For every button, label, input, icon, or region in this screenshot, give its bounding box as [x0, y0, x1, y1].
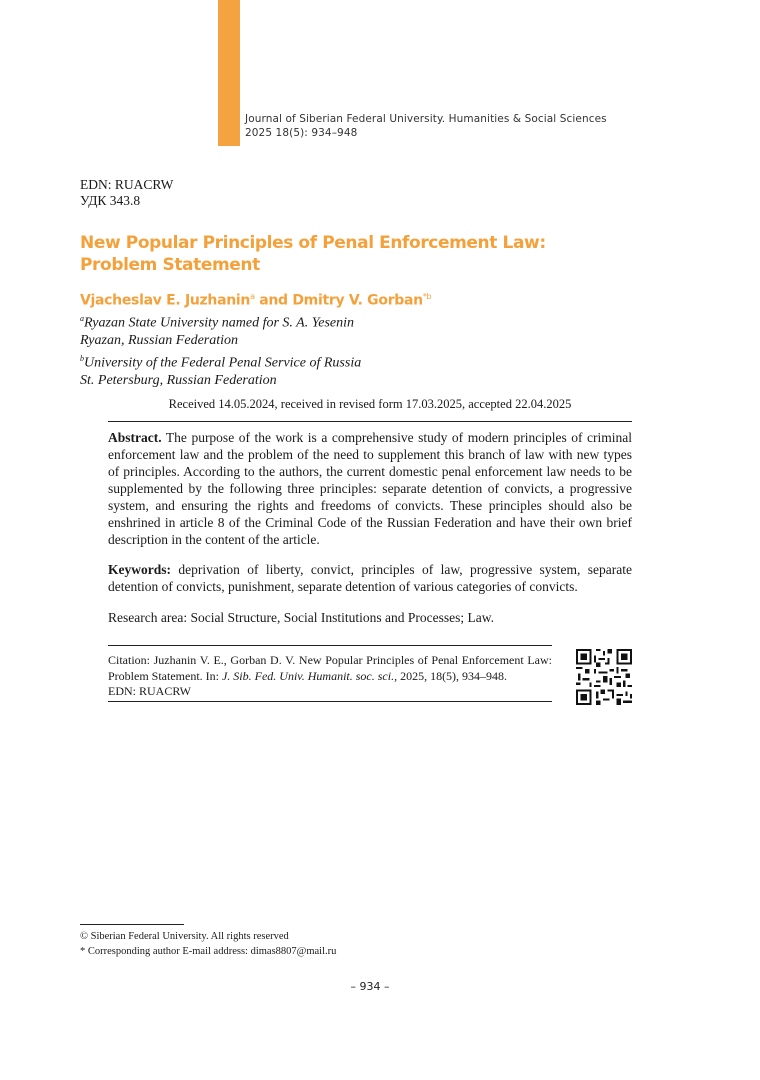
corresponding-author-note: * Corresponding author E-mail address: dimas8807@mail.ru: [80, 946, 337, 957]
affiliation-b-line1: University of the Federal Penal Service of Russia: [84, 355, 362, 371]
citation-suffix: , 2025, 18(5), 934–948.: [394, 668, 508, 683]
affiliation-a-line1: Ryazan State University named for S. A. Yesenin: [84, 315, 354, 331]
affiliation-b-line2: St. Petersburg, Russian Federation: [80, 372, 277, 388]
affiliation-a-line2: Ryazan, Russian Federation: [80, 333, 239, 349]
authors: [80, 292, 431, 309]
affiliation-b-sup: b: [80, 353, 84, 363]
affiliation-a: [80, 310, 361, 332]
citation-journal: J. Sib. Fed. Univ. Humanit. soc. sci.: [221, 668, 395, 683]
page-number: – 934 –: [350, 980, 390, 993]
footnote-divider: [80, 924, 184, 925]
footnotes: [80, 929, 336, 959]
copyright-note: © Siberian Federal University. All rights reserved: [80, 931, 289, 942]
author-2-sup: *b: [422, 292, 432, 301]
author-2: Dmitry V. Gorban: [292, 292, 423, 309]
research-area: Research area: Social Structure, Social Institutions and Processes; Law.: [108, 610, 495, 625]
orange-accent-bar: [218, 0, 240, 146]
citation-divider-bottom: [108, 701, 552, 702]
abstract-label: Abstract.: [108, 430, 162, 445]
qr-code-icon[interactable]: [576, 649, 632, 705]
keywords-text: deprivation of liberty, convict, principles of law, progressive system, separate detention of convicts, punishment, separate detention of various categories of convicts.: [108, 562, 632, 594]
received-dates: Received 14.05.2024, received in revised form 17.03.2025, accepted 22.04.2025: [168, 397, 572, 411]
affiliations: [80, 310, 361, 389]
citation-divider-top: [108, 645, 552, 646]
article-title: [80, 232, 546, 276]
divider-top: [108, 421, 632, 422]
edn-code: EDN: RUACRW: [80, 177, 174, 192]
journal-header: [245, 112, 607, 140]
abstract-text: The purpose of the work is a comprehensive study of modern principles of criminal enforcement law and the problem of the need to supplement this branch of law with new types of principles. According to the authors, the current domestic penal enforcement law needs to be supplemented by the following three principles: separate detention of convicts, a progressive system, and ensuring the rights and freedoms of convicts. These principles should also be enshrined in article 8 of the Criminal Code of the Russian Federation and have their own brief description in the content of the article.: [108, 430, 632, 547]
title-line-2: Problem Statement: [80, 255, 260, 275]
affiliation-a-sup: a: [80, 314, 84, 323]
author-1-sup: a: [250, 292, 255, 301]
citation-edn: EDN: RUACRW: [108, 684, 192, 698]
author-1: Vjacheslav E. Juzhanin: [80, 292, 251, 309]
affiliation-b: [80, 350, 361, 372]
journal-name: Journal of Siberian Federal University. Humanities & Social Sciences: [245, 113, 607, 125]
udk-code: УДК 343.8: [80, 193, 141, 208]
title-line-1: New Popular Principles of Penal Enforcement Law:: [80, 233, 546, 253]
keywords-label: Keywords:: [108, 562, 171, 577]
article-meta: [80, 177, 173, 209]
citation: [108, 653, 552, 700]
authors-connector: and: [254, 292, 293, 309]
citation-prefix: Citation: Juzhanin V. E., Gorban D. V. New Popular Principles of Penal Enforcement Law: Problem Statement. In:: [108, 653, 552, 683]
keywords: [108, 561, 632, 595]
journal-issue: 2025 18(5): 934–948: [245, 127, 358, 139]
abstract: [108, 429, 632, 548]
